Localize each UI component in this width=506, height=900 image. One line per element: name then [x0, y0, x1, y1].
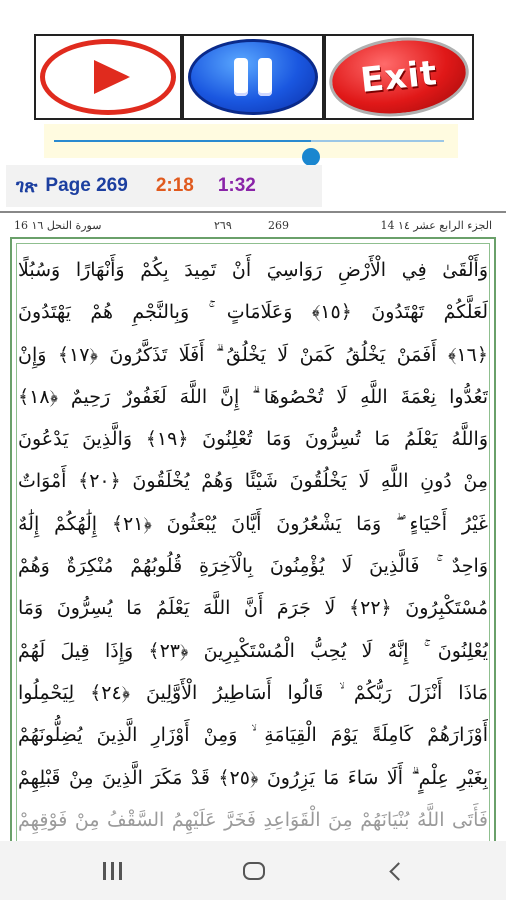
exit-button[interactable] — [324, 34, 474, 120]
play-pill — [40, 39, 176, 115]
current-time: 2:18 — [155, 175, 194, 196]
slider-fill — [54, 140, 311, 142]
page-glyph: ገጽ — [16, 175, 38, 196]
exit-pill — [325, 31, 472, 123]
surah-name: 16 سورة النحل ١٦ — [14, 219, 102, 232]
text-line: مِنْ دُونِ اللَّهِ لَا يَخْلُقُونَ شَيْئًا وَهُمْ يُخْلَقُونَ ﴿٢٠﴾ أَمْوَاتٌ — [18, 470, 488, 493]
exit-label: Exit — [358, 53, 440, 101]
mushaf-page[interactable] — [0, 211, 506, 843]
text-line: فَأَتَى اللَّهُ بُنْيَانَهُمْ مِنَ الْقَوَاعِدِ فَخَرَّ عَلَيْهِمُ السَّقْفُ مِنْ فَوْقِهِمْ — [18, 808, 488, 831]
status-bar — [0, 0, 506, 34]
juz-name: 14 الجزء الرابع عشر ١٤ — [380, 219, 492, 232]
page-number-latin: 269 — [268, 219, 289, 232]
page-info-bar — [6, 165, 322, 207]
mushaf-header — [14, 217, 492, 235]
text-line: تَعُدُّوا نِعْمَةَ اللَّهِ لَا تُحْصُوهَا ۗ إِنَّ اللَّهَ لَغَفُورٌ رَحِيمٌ ﴿١٨﴾ — [18, 385, 488, 408]
slider-track — [54, 140, 444, 142]
text-line: مَاذَا أَنْزَلَ رَبُّكُمْ ۙ قَالُوا أَسَاطِيرُ الْأَوَّلِينَ ﴿٢٤﴾ لِيَحْمِلُوا — [18, 681, 488, 704]
pause-icon — [188, 39, 318, 115]
pause-bar-left — [234, 58, 248, 96]
pause-bar-right — [258, 58, 272, 96]
system-navigation-bar — [0, 841, 506, 900]
play-icon — [94, 60, 130, 94]
text-line: لَعَلَّكُمْ تَهْتَدُونَ ﴿١٥﴾ وَعَلَامَاتٍ ۚ وَبِالنَّجْمِ هُمْ يَهْتَدُونَ — [18, 301, 488, 324]
text-line: وَاللَّهُ يَعْلَمُ مَا تُسِرُّونَ وَمَا تُعْلِنُونَ ﴿١٩﴾ وَالَّذِينَ يَدْعُونَ — [18, 428, 488, 451]
text-line: وَاحِدٌ ۚ فَالَّذِينَ لَا يُؤْمِنُونَ بِالْآخِرَةِ قُلُوبُهُمْ مُنْكِرَةٌ وَهُمْ — [18, 555, 488, 578]
player-controls — [34, 34, 474, 120]
pause-button[interactable] — [182, 34, 324, 120]
play-button[interactable] — [34, 34, 182, 120]
slider-thumb[interactable] — [302, 148, 320, 166]
recent-apps-button[interactable] — [92, 855, 132, 887]
home-icon — [243, 862, 265, 880]
text-line: غَيْرُ أَحْيَاءٍ ۖ وَمَا يَشْعُرُونَ أَيَّانَ يُبْعَثُونَ ﴿٢١﴾ إِلَٰهُكُمْ إِلَٰهٌ — [18, 512, 488, 535]
page-number-arabic: ٢٦٩ — [214, 219, 232, 232]
page-label[interactable]: Page 269 — [45, 175, 128, 196]
quran-text — [18, 249, 488, 841]
recent-apps-icon — [103, 862, 122, 880]
text-line: بِغَيْرِ عِلْمٍ ۗ أَلَا سَاءَ مَا يَزِرُونَ ﴿٢٥﴾ قَدْ مَكَرَ الَّذِينَ مِنْ قَبْلِهِمْ — [18, 766, 488, 789]
home-button[interactable] — [234, 855, 274, 887]
text-line: أَوْزَارَهُمْ كَامِلَةً يَوْمَ الْقِيَامَةِ ۙ وَمِنْ أَوْزَارِ الَّذِينَ يُضِلُّونَهُمْ — [18, 724, 488, 747]
text-line: ﴿١٦﴾ أَفَمَنْ يَخْلُقُ كَمَنْ لَا يَخْلُقُ ۗ أَفَلَا تَذَكَّرُونَ ﴿١٧﴾ وَإِنْ — [18, 343, 488, 366]
back-icon — [389, 862, 407, 880]
audio-progress-slider[interactable] — [44, 124, 458, 158]
back-button[interactable] — [376, 855, 416, 887]
text-line: مُسْتَكْبِرُونَ ﴿٢٢﴾ لَا جَرَمَ أَنَّ اللَّهَ يَعْلَمُ مَا يُسِرُّونَ وَمَا — [18, 597, 488, 620]
text-line: يُعْلِنُونَ ۚ إِنَّهُ لَا يُحِبُّ الْمُسْتَكْبِرِينَ ﴿٢٣﴾ وَإِذَا قِيلَ لَهُمْ — [18, 639, 488, 662]
total-time: 1:32 — [217, 175, 256, 196]
text-line: وَأَلْقَىٰ فِي الْأَرْضِ رَوَاسِيَ أَنْ تَمِيدَ بِكُمْ وَأَنْهَارًا وَسُبُلًا — [18, 259, 488, 281]
